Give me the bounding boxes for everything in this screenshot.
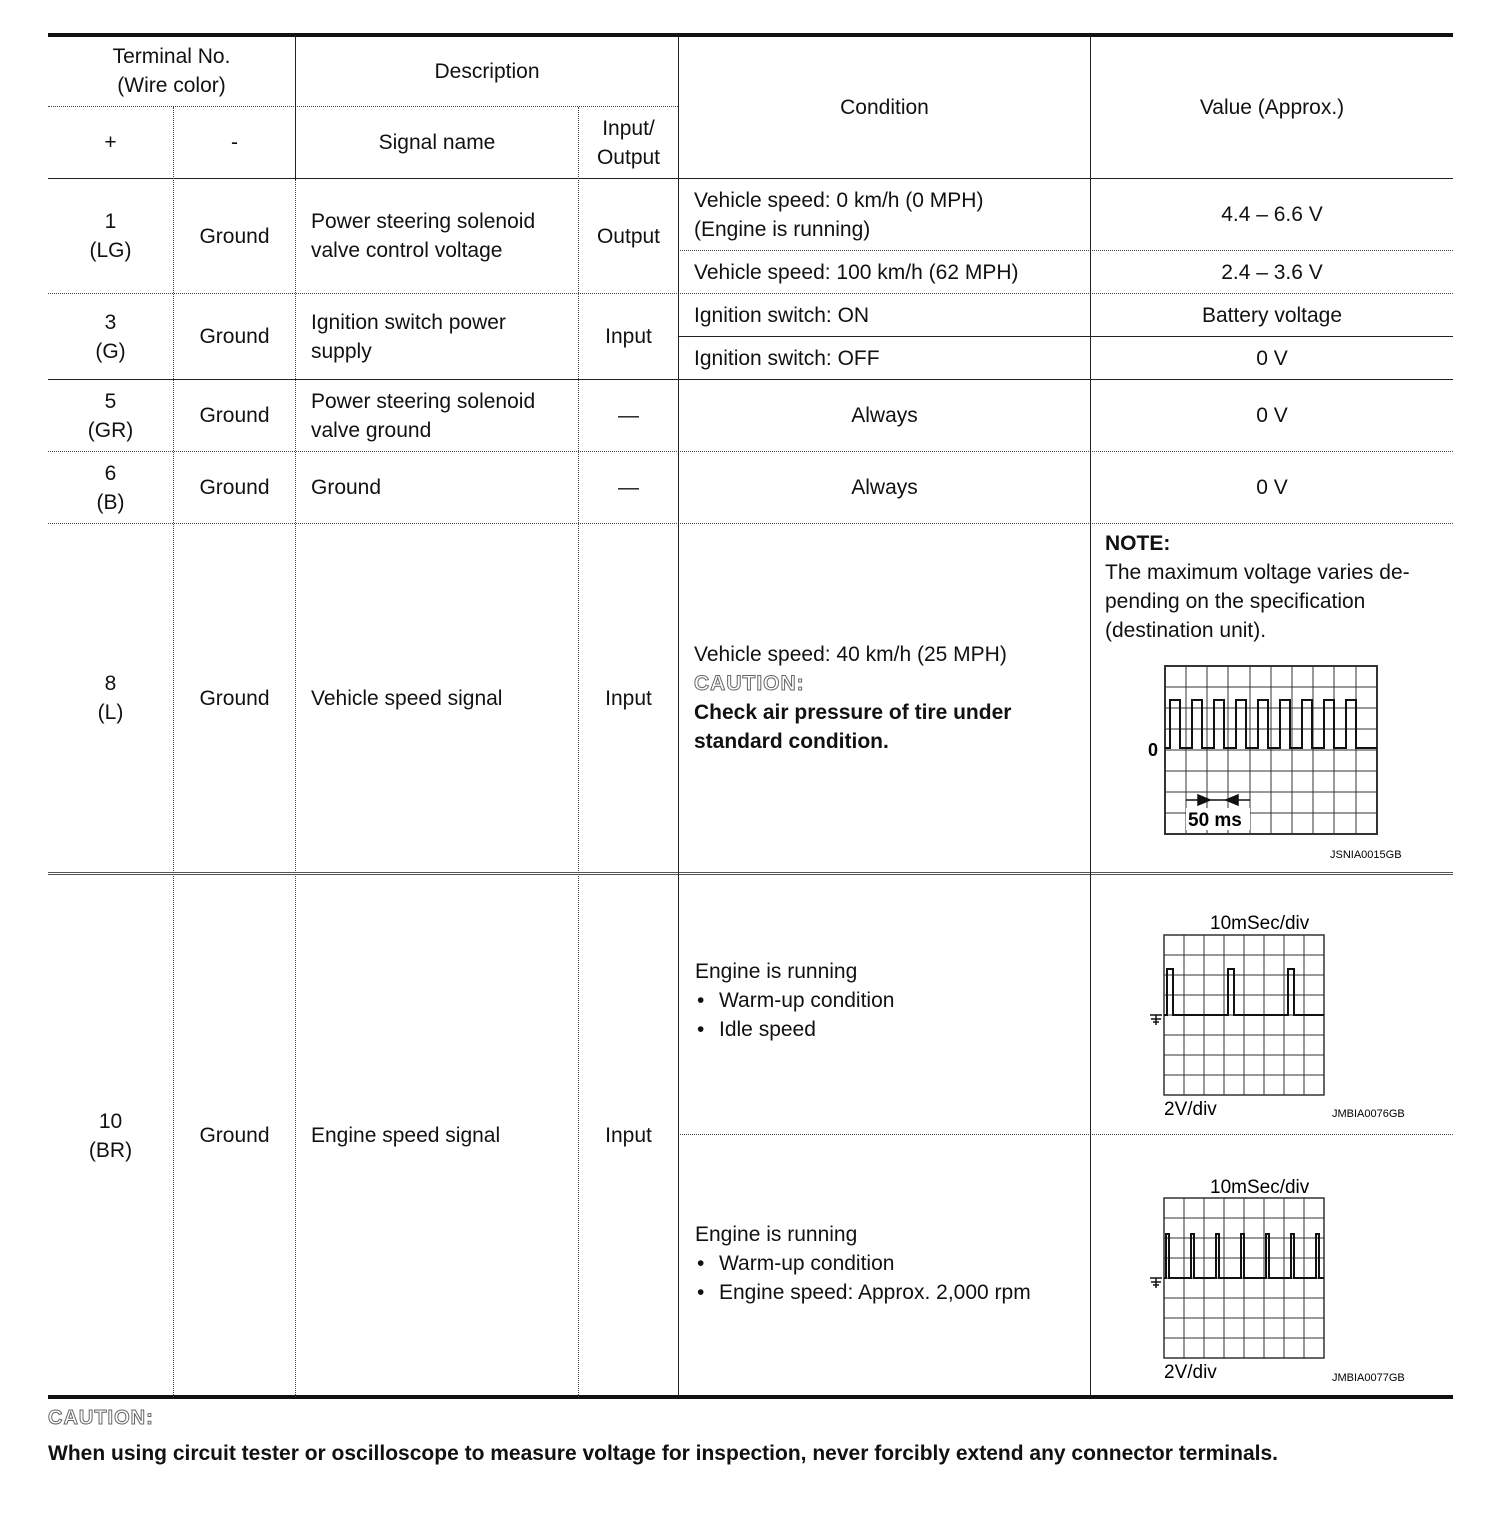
note-line: The maximum voltage varies de- bbox=[1105, 561, 1410, 584]
wire-color: (BR) bbox=[88, 1138, 133, 1162]
header-value: Value (Approx.) bbox=[1199, 95, 1345, 119]
vehicle-speed-waveform bbox=[1140, 660, 1430, 865]
signal-line: Ignition switch power bbox=[311, 310, 506, 334]
terminal-number: 6 bbox=[104, 461, 117, 485]
header-minus: - bbox=[231, 131, 238, 154]
row5-signal bbox=[296, 380, 578, 451]
row6-condition: Always bbox=[851, 476, 918, 499]
row6-value: 0 V bbox=[1256, 476, 1288, 499]
condition-line: Engine is running bbox=[695, 1223, 858, 1246]
bullet-text: Engine speed: Approx. 2,000 rpm bbox=[719, 1281, 1031, 1304]
table-bottom-border bbox=[48, 1395, 1453, 1399]
row6-terminal bbox=[48, 452, 173, 523]
condition-line: Vehicle speed: 0 km/h (0 MPH) bbox=[694, 188, 984, 212]
signal-line: supply bbox=[311, 339, 372, 363]
terminal-number: 1 bbox=[104, 210, 117, 233]
bullet-item bbox=[695, 1249, 1085, 1278]
terminal-number: 5 bbox=[104, 389, 117, 413]
header-description: Description bbox=[434, 59, 540, 83]
row3-condition-a: Ignition switch: ON bbox=[694, 303, 870, 327]
row8-minus: Ground bbox=[199, 686, 270, 710]
row1-value-a: 4.4 – 6.6 V bbox=[1221, 203, 1323, 226]
note-line: pending on the specification bbox=[1105, 590, 1366, 613]
caution-text: standard condition. bbox=[694, 730, 889, 753]
row5-terminal bbox=[48, 380, 173, 451]
bullet-icon: • bbox=[697, 1252, 705, 1275]
scope-zero-label: 0 bbox=[1148, 740, 1159, 760]
wire-color: (GR) bbox=[87, 418, 134, 442]
row1-condition-b: Vehicle speed: 100 km/h (62 MPH) bbox=[694, 260, 1019, 284]
row3-io: Input bbox=[605, 325, 652, 348]
wire-color: (G) bbox=[95, 339, 126, 363]
row1-minus: Ground bbox=[199, 224, 270, 248]
row8-condition bbox=[679, 524, 1090, 872]
row10-condition-a bbox=[695, 957, 1085, 1044]
row1-signal bbox=[296, 179, 578, 293]
scope-volt-label: 2V/div bbox=[1164, 1362, 1217, 1383]
row5-io: — bbox=[618, 404, 639, 427]
bullet-icon: • bbox=[697, 1018, 705, 1041]
row10-terminal bbox=[48, 876, 173, 1395]
row3-minus: Ground bbox=[199, 325, 270, 348]
scope-time-label: 50 ms bbox=[1188, 810, 1242, 831]
row8-io: Input bbox=[605, 686, 652, 710]
row3-signal bbox=[296, 294, 578, 379]
signal-line: valve ground bbox=[311, 418, 432, 442]
header-terminal-label: Terminal No. bbox=[112, 45, 231, 68]
condition-line: Vehicle speed: 40 km/h (25 MPH) bbox=[694, 643, 1007, 666]
figure-id: JSNIA0015GB bbox=[1330, 849, 1402, 861]
row10-divider bbox=[678, 1134, 1453, 1135]
wire-color: (LG) bbox=[89, 239, 132, 262]
header-signal-name: Signal name bbox=[378, 131, 496, 154]
row6-minus: Ground bbox=[199, 476, 270, 499]
bullet-icon: • bbox=[697, 989, 705, 1012]
row5-condition: Always bbox=[851, 404, 918, 427]
caution-label: CAUTION: bbox=[694, 672, 805, 695]
header-plus: + bbox=[104, 131, 117, 154]
wire-color: (B) bbox=[96, 490, 125, 514]
row10-minus: Ground bbox=[199, 1124, 270, 1147]
row6-io: — bbox=[618, 476, 639, 499]
bullet-icon: • bbox=[697, 1281, 705, 1304]
signal-line: Power steering solenoid bbox=[311, 389, 536, 413]
signal-line: valve control voltage bbox=[311, 239, 503, 262]
row8-terminal bbox=[48, 524, 173, 872]
caution-text: Check air pressure of tire under bbox=[694, 701, 1012, 724]
row3-value-a: Battery voltage bbox=[1201, 303, 1343, 327]
bullet-item bbox=[695, 986, 1085, 1015]
engine-speed-2000rpm-waveform bbox=[1140, 1170, 1440, 1390]
terminal-number: 3 bbox=[104, 310, 117, 334]
bullet-text: Idle speed bbox=[719, 1018, 816, 1041]
row5-minus: Ground bbox=[199, 404, 270, 427]
row1-value-b: 2.4 – 3.6 V bbox=[1221, 260, 1323, 284]
footer-caution-text: When using circuit tester or oscilloscope to measure voltage for inspection, never forcibly extend any connector terminals. bbox=[48, 1442, 1278, 1465]
condition-line: Engine is running bbox=[695, 960, 858, 983]
bullet-item bbox=[695, 1015, 1085, 1044]
row10-signal: Engine speed signal bbox=[311, 1124, 501, 1147]
signal-line: Power steering solenoid bbox=[311, 210, 536, 233]
terminal-number: 8 bbox=[104, 672, 117, 695]
note-title: NOTE: bbox=[1105, 532, 1171, 555]
note-line: (destination unit). bbox=[1105, 619, 1267, 642]
header-wire-color-label: (Wire color) bbox=[117, 74, 226, 97]
row10-condition-b bbox=[695, 1220, 1085, 1307]
engine-speed-idle-waveform bbox=[1140, 905, 1440, 1127]
row8-signal: Vehicle speed signal bbox=[311, 686, 503, 710]
footer-caution-label: CAUTION: bbox=[48, 1407, 154, 1429]
header-io-line2: Output bbox=[596, 145, 661, 169]
bullet-text: Warm-up condition bbox=[719, 989, 895, 1012]
scope-time-label: 10mSec/div bbox=[1210, 913, 1310, 934]
row-divider bbox=[48, 872, 1453, 875]
row1-condition-a bbox=[679, 179, 1090, 250]
row3-condition-b: Ignition switch: OFF bbox=[694, 346, 880, 370]
header-io-line1: Input/ bbox=[602, 116, 655, 140]
figure-id: JMBIA0076GB bbox=[1332, 1108, 1405, 1120]
row10-io: Input bbox=[605, 1124, 652, 1147]
row6-signal: Ground bbox=[311, 476, 382, 499]
bullet-text: Warm-up condition bbox=[719, 1252, 895, 1275]
row3-terminal bbox=[48, 294, 173, 379]
scope-volt-label: 2V/div bbox=[1164, 1099, 1217, 1120]
figure-id: JMBIA0077GB bbox=[1332, 1372, 1405, 1384]
row8-note bbox=[1105, 529, 1450, 645]
bullet-item bbox=[695, 1278, 1085, 1307]
row3-value-b: 0 V bbox=[1256, 346, 1288, 370]
terminal-number: 10 bbox=[98, 1109, 123, 1133]
row5-value: 0 V bbox=[1256, 404, 1288, 427]
header-input-output bbox=[579, 107, 678, 178]
condition-line: (Engine is running) bbox=[694, 217, 871, 241]
header-terminal bbox=[48, 36, 295, 106]
wire-color: (L) bbox=[97, 701, 124, 724]
header-condition: Condition bbox=[840, 95, 929, 119]
scope-time-label: 10mSec/div bbox=[1210, 1177, 1310, 1198]
row1-terminal bbox=[48, 179, 173, 293]
row1-io: Output bbox=[596, 224, 661, 248]
